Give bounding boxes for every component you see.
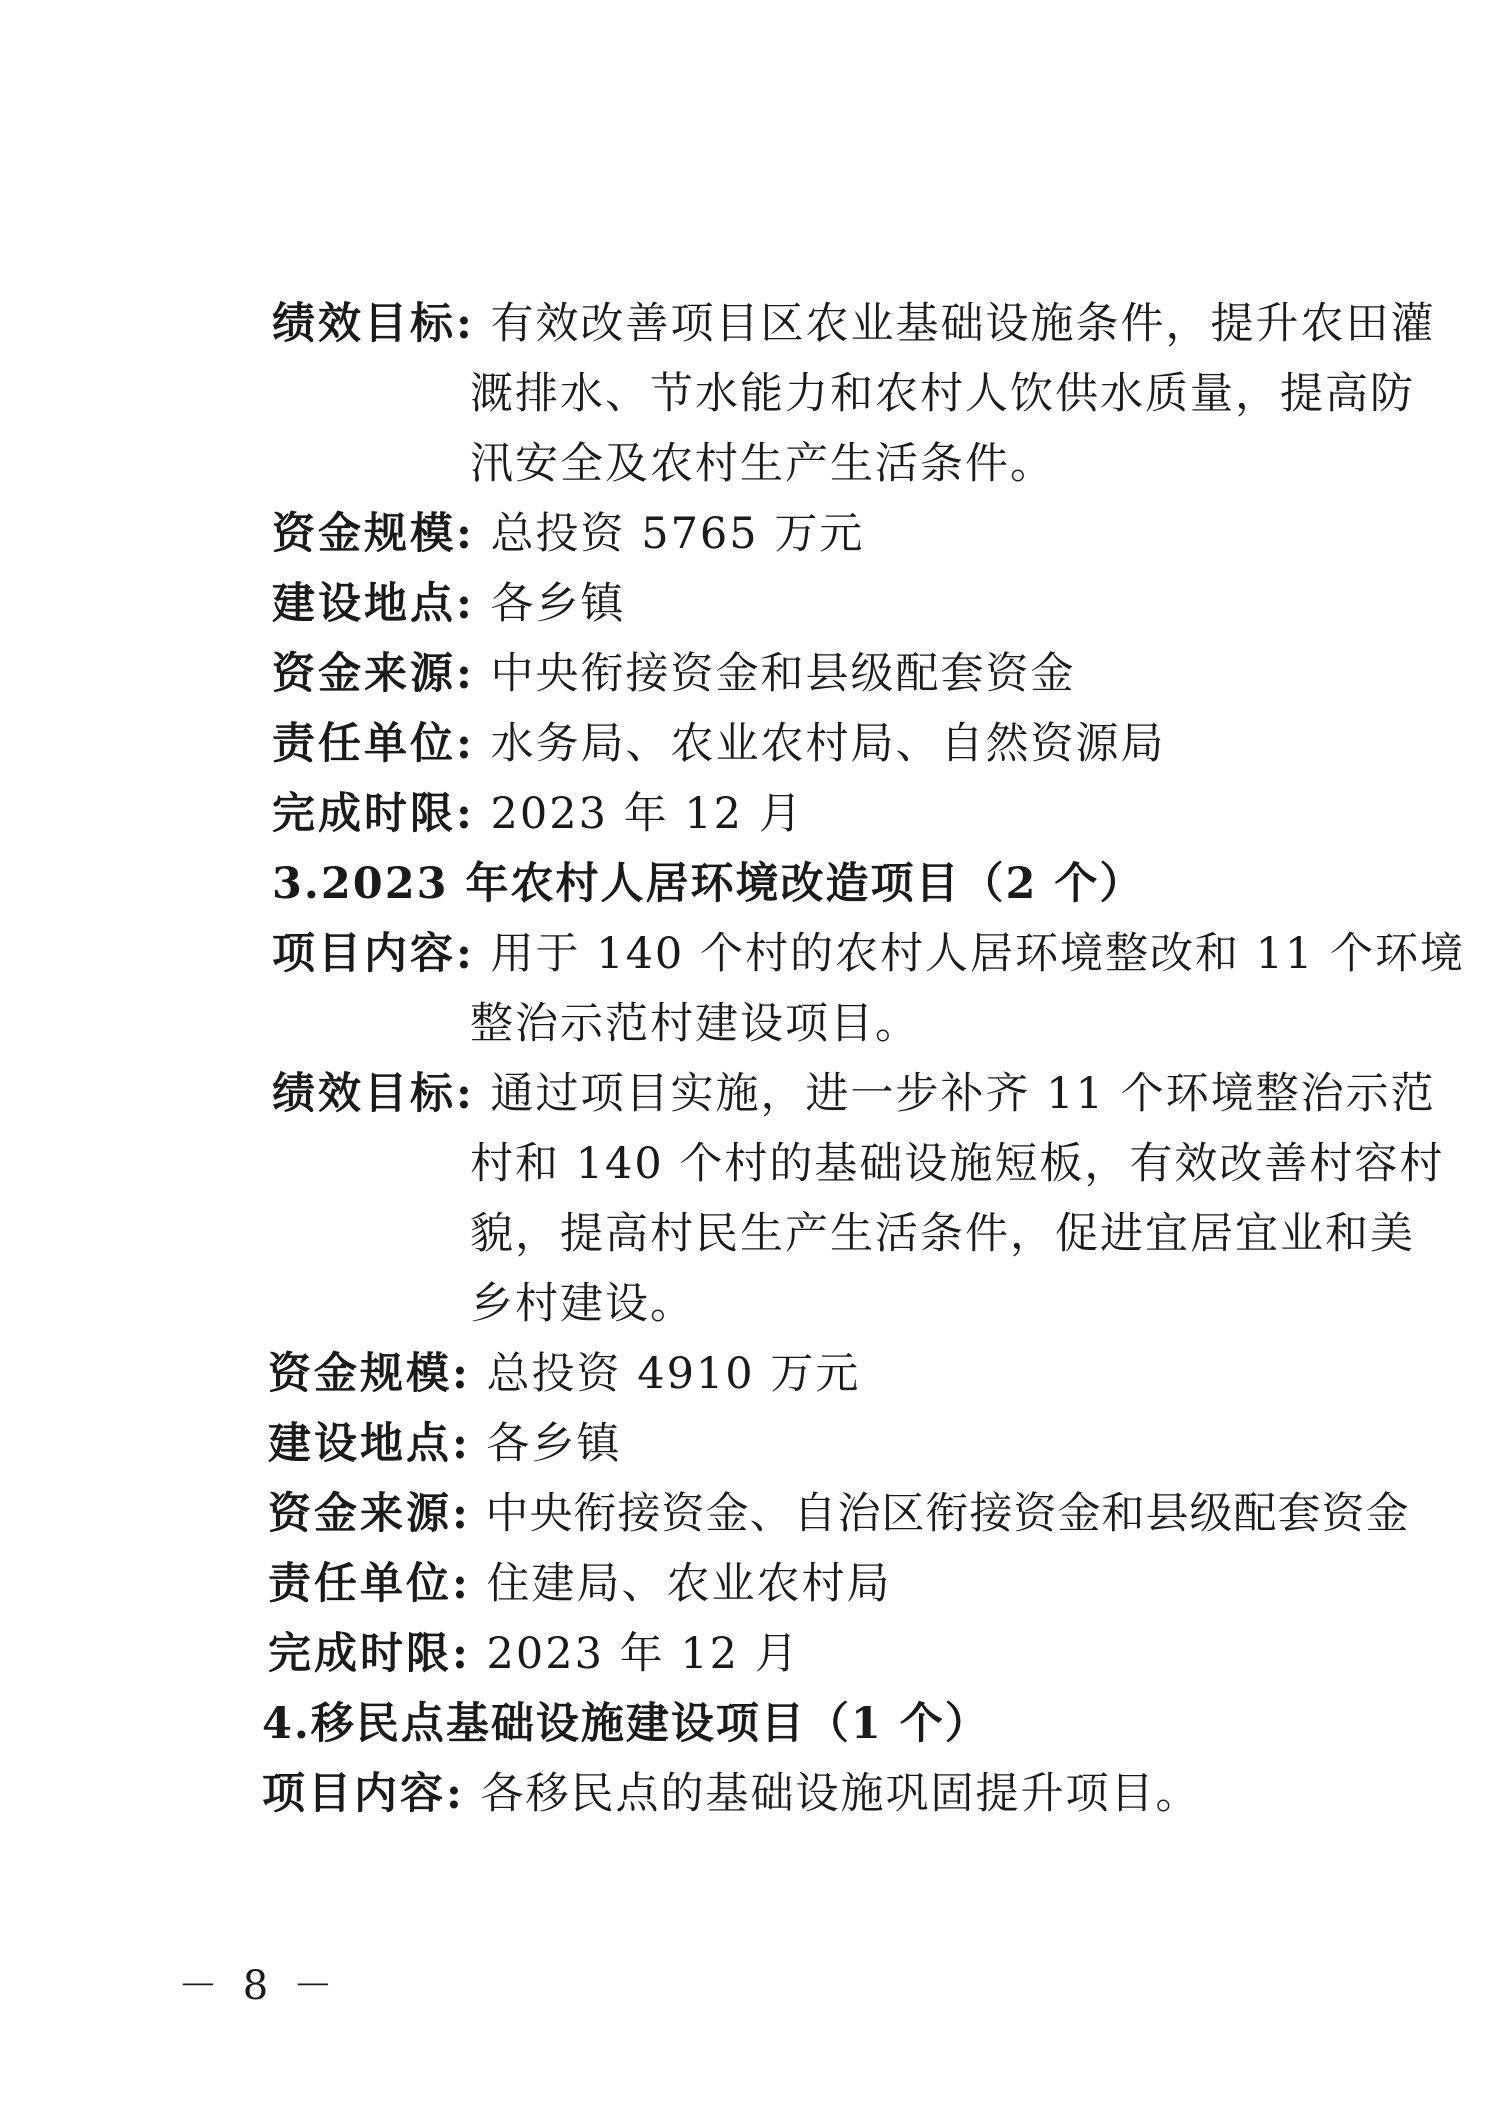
field-value-continuation: 溉排水、节水能力和农村人饮供水质量，提高防 [470, 369, 1415, 419]
field-value: 通过项目实施，进一步补齐 11 个环境整治示范 [490, 1069, 1436, 1119]
field-label: 完成时限: [268, 1629, 471, 1679]
field-value: 中央衔接资金和县级配套资金 [490, 649, 1076, 699]
fund-source-row [268, 1486, 1410, 1542]
project-content-row [272, 926, 1465, 982]
field-value: 总投资 4910 万元 [486, 1349, 861, 1399]
field-label: 资金规模: [268, 1349, 471, 1399]
field-label: 责任单位: [272, 719, 475, 769]
field-value: 水务局、农业农村局、自然资源局 [490, 719, 1166, 769]
performance-goal-row [272, 1066, 1436, 1122]
field-value: 各乡镇 [486, 1419, 622, 1469]
field-value: 总投资 5765 万元 [490, 509, 865, 559]
field-value: 各移民点的基础设施巩固提升项目。 [480, 1769, 1201, 1819]
field-label: 绩效目标: [272, 299, 475, 349]
project-content-row [262, 1766, 1201, 1822]
location-row [268, 1416, 622, 1472]
field-label: 绩效目标: [272, 1069, 475, 1119]
section-heading: 4.移民点基础设施建设项目（1 个） [262, 1699, 990, 1749]
field-label: 项目内容: [262, 1769, 465, 1819]
page-number: － 8 － [178, 1963, 339, 2009]
field-label: 资金规模: [272, 509, 475, 559]
field-label: 建设地点: [272, 579, 475, 629]
field-label: 项目内容: [272, 929, 475, 979]
field-value-continuation: 整治示范村建设项目。 [470, 999, 920, 1049]
deadline-row [268, 1626, 800, 1682]
field-value: 住建局、农业农村局 [486, 1559, 892, 1609]
deadline-row [272, 786, 804, 842]
field-value: 中央衔接资金、自治区衔接资金和县级配套资金 [485, 1489, 1410, 1539]
field-value: 用于 140 个村的农村人居环境整改和 11 个环境 [490, 929, 1466, 979]
field-value-continuation: 汛安全及农村生产生活条件。 [470, 439, 1055, 489]
section-heading: 3.2023 年农村人居环境改造项目（2 个） [272, 859, 1145, 909]
field-value: 2023 年 12 月 [490, 789, 804, 839]
field-value-continuation: 貌，提高村民生产生活条件，促进宜居宜业和美 [470, 1209, 1415, 1259]
field-label: 责任单位: [268, 1559, 471, 1609]
responsible-unit-row [268, 1556, 892, 1612]
field-label: 建设地点: [268, 1419, 471, 1469]
field-value: 有效改善项目区农业基础设施条件，提升农田灌 [490, 299, 1436, 349]
field-label: 完成时限: [272, 789, 475, 839]
fund-scale-row [268, 1346, 860, 1402]
fund-scale-row [272, 506, 864, 562]
field-value-continuation: 乡村建设。 [470, 1279, 695, 1329]
performance-goal-row [272, 296, 1436, 352]
field-value: 各乡镇 [490, 579, 626, 629]
field-label: 资金来源: [268, 1489, 471, 1539]
responsible-unit-row [272, 716, 1166, 772]
field-value-continuation: 村和 140 个村的基础设施短板，有效改善村容村 [470, 1139, 1445, 1189]
field-value: 2023 年 12 月 [486, 1629, 800, 1679]
field-label: 资金来源: [272, 649, 475, 699]
location-row [272, 576, 626, 632]
fund-source-row [272, 646, 1076, 702]
